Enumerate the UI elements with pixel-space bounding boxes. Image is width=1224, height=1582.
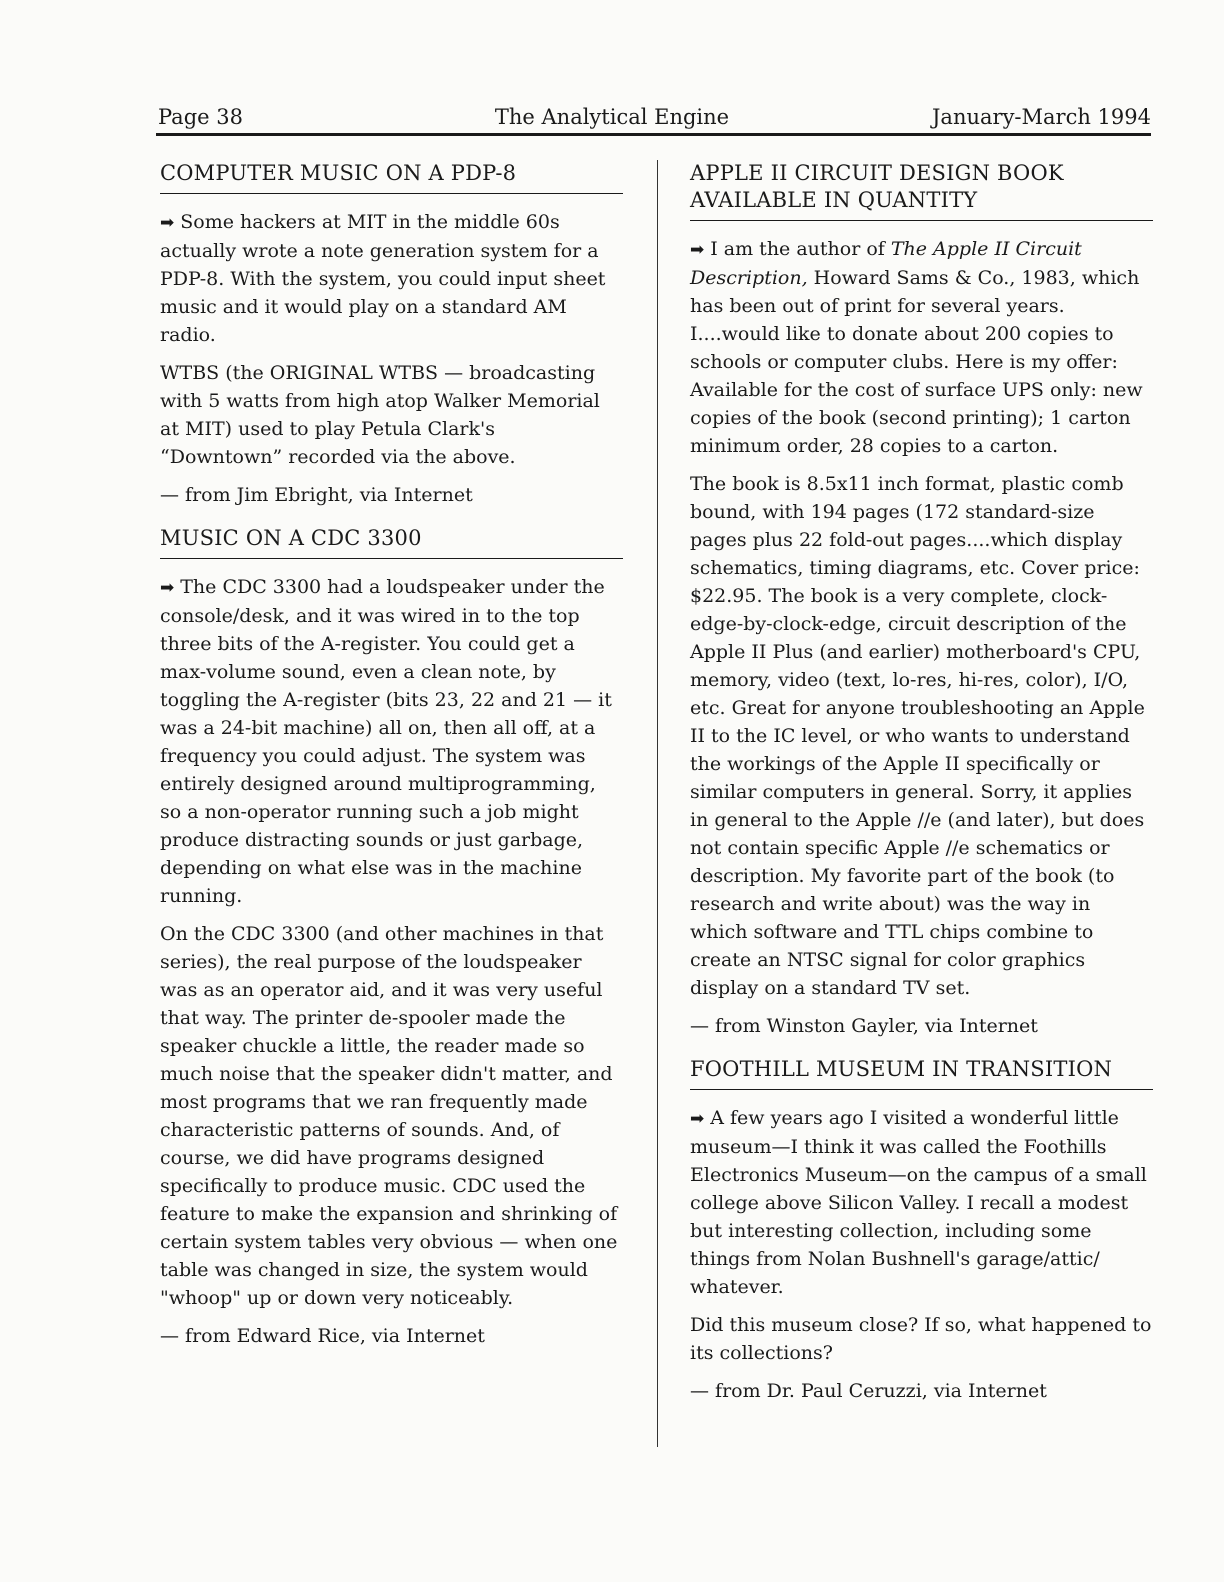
article-paragraph: ➡ Some hackers at MIT in the middle 60s actually wrote a note generation system for a PDP-8. With the system, you could input sheet music and it would play on a standard AM radio.: [160, 211, 606, 346]
article-heading: COMPUTER MUSIC ON A PDP-8: [160, 160, 623, 194]
article-credit: — from Winston Gayler, via Internet: [690, 1015, 1038, 1037]
article-apple2-book: [690, 160, 1153, 1040]
column-divider: [657, 160, 658, 1447]
arrow-bullet-icon: ➡: [690, 1109, 705, 1129]
article-credit: — from Edward Rice, via Internet: [160, 1325, 485, 1347]
article-paragraph: On the CDC 3300 (and other machines in that series), the real purpose of the loudspeaker was as an operator aid, and it was very useful that way. The printer de-spooler made the speaker chuckle a little, the reader made so much noise that the speaker didn't matter, and most programs that we ran frequently made characteristic patterns of sounds. And, of course, we did have programs designed specifically to produce music. CDC used the feature to make the expansion and shrinking of certain system tables very obvious — when one table was changed in size, the system would "whoop" up or down very noticeably.: [160, 923, 618, 1309]
article-pdp8-music: [160, 160, 623, 509]
article-foothill-museum: [690, 1056, 1153, 1405]
arrow-bullet-icon: ➡: [160, 578, 175, 598]
issue-date: January-March 1994: [932, 105, 1151, 129]
article-heading: MUSIC ON A CDC 3300: [160, 525, 623, 559]
book-title: The Apple II Circuit Description,: [690, 238, 1082, 289]
article-paragraph: ➡ The CDC 3300 had a loudspeaker under the console/desk, and it was wired in to the top three bits of the A-register. You could get a max-volume sound, even a clean note, by toggling the A-register (bits 23, 22 and 21 — it was a 24-bit machine) all on, then all off, at a frequency you could adjust. The system was entirely designed around multiprogramming, so a non-operator running such a job might produce distracting sounds or just garbage, depending on what else was in the machine running.: [160, 576, 612, 907]
article-paragraph: The book is 8.5x11 inch format, plastic comb bound, with 194 pages (172 standard-size pages plus 22 fold-out pages....which display schematics, timing diagrams, etc. Cover price: $22.95. The book is a very complete, clock-edge-by-clock-edge, circuit description of the Apple II Plus (and earlier) motherboard's CPU, memory, video (text, lo-res, hi-res, color), I/O, etc. Great for anyone troubleshooting an Apple II to the IC level, or who wants to understand the workings of the Apple II specifically or similar computers in general. Sorry, it applies in general to the Apple //e (and later), but does not contain specific Apple //e schematics or description. My favorite part of the book (to research and write about) was the way in which software and TTL chips combine to create an NTSC signal for color graphics display on a standard TV set.: [690, 473, 1145, 999]
article-credit: — from Jim Ebright, via Internet: [160, 484, 473, 506]
arrow-bullet-icon: ➡: [160, 213, 175, 233]
arrow-bullet-icon: ➡: [690, 240, 705, 260]
header-rule: [156, 133, 1151, 136]
article-cdc3300-music: [160, 525, 623, 1350]
article-paragraph: ➡ A few years ago I visited a wonderful little museum—I think it was called the Foothills Electronics Museum—on the campus of a small college above Silicon Valley. I recall a modest but interesting collection, including some things from Nolan Bushnell's garage/attic/ whatever.: [690, 1107, 1147, 1298]
article-paragraph: Did this museum close? If so, what happened to its collections?: [690, 1314, 1152, 1364]
article-heading: APPLE II CIRCUIT DESIGN BOOK AVAILABLE IN QUANTITY: [690, 160, 1153, 221]
page-number: Page 38: [158, 105, 243, 129]
article-paragraph: WTBS (the ORIGINAL WTBS — broadcasting with 5 watts from high atop Walker Memorial at MIT) used to play Petula Clark's “Downtown” recorded via the above.: [160, 362, 600, 468]
article-paragraph: ➡ I am the author of The Apple II Circuit Description, Howard Sams & Co., 1983, which has been out of print for several years. I....would like to donate about 200 copies to schools or computer clubs. Here is my offer: Available for the cost of surface UPS only: new copies of the book (second printing); 1 carton minimum order, 28 copies to a carton.: [690, 238, 1143, 457]
article-heading: FOOTHILL MUSEUM IN TRANSITION: [690, 1056, 1153, 1090]
publication-title: The Analytical Engine: [494, 105, 730, 129]
left-column: [160, 160, 623, 1366]
right-column: [690, 160, 1153, 1421]
article-credit: — from Dr. Paul Ceruzzi, via Internet: [690, 1380, 1047, 1402]
